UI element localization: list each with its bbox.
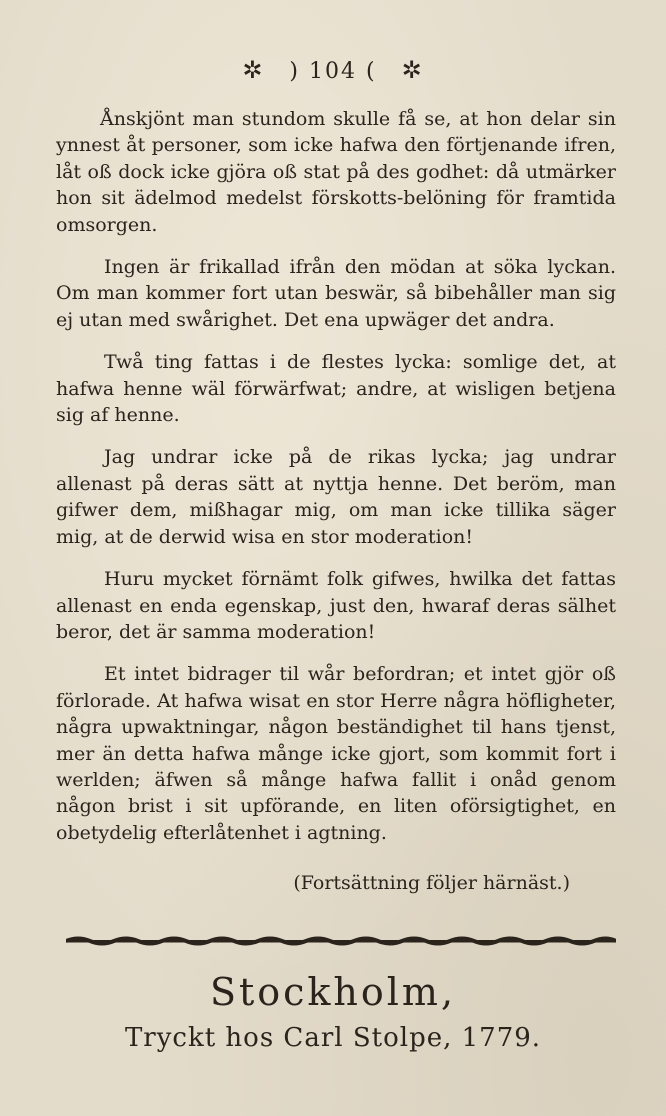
- paragraph-5: Huru mycket förnämt folk gifwes, hwilka det fattas allenast en enda egenskap, just den, hwaraf deras sälhet beror, det är samma moderation!: [56, 568, 616, 643]
- page-header: [0, 56, 666, 84]
- paragraph-1: Ånskjönt man stundom skulle få se, at hon delar sin ynnest åt personer, som icke hafwa den förtjenande ifren, låt oß dock icke gjöra oß stat på des godhet: då utmärker hon sit ädelmod medelst förskotts-belöning för framtida omsorgen.: [56, 108, 616, 236]
- imprint: [0, 966, 666, 1058]
- paragraph-2: Ingen är frikallad ifrån den mödan at söka lyckan. Om man kommer fort utan beswär, så bibehåller man sig ej utan med swårighet. Det ena upwäger det andra.: [56, 256, 616, 331]
- ornament-right-icon: ✲: [401, 56, 424, 84]
- paragraph-3: Twå ting fattas i de flestes lycka: somlige det, at hafwa henne wäl förwärfwat; andre, at wisligen betjena sig af henne.: [56, 351, 616, 427]
- continuation-note: (Fortsättning följer härnäst.): [293, 872, 570, 894]
- decorative-rule: [66, 934, 616, 948]
- ornament-left-icon: ✲: [242, 56, 265, 84]
- paragraph-4: Jag undrar icke på de rikas lycka; jag undrar allenast på deras sätt at nyttja henne. Det beröm, man gifwer dem, mißhagar mig, om man icke tillika säger mig, at de derwid wisa en stor moderation!: [56, 446, 616, 548]
- page-body: [56, 106, 616, 862]
- paragraph-6: Et intet bidrager til wår befordran; et intet gjör oß förlorade. At hafwa wisat en stor Herre några höfligheter, några upwaktningar, någon beständighet til hans tjenst, mer än detta hafwa månge icke gjort, som kommit fort i werlden; äfwen så månge hafwa fallit i onåd genom någon brist i sit upförande, en liten oförsigtighet, en obetydelig efterlåtenhet i agtning.: [56, 663, 616, 844]
- imprint-city: Stockholm,: [209, 970, 457, 1014]
- imprint-printer: Tryckt hos Carl Stolpe, 1779.: [124, 1023, 542, 1053]
- page-number: ) 104 (: [289, 59, 377, 84]
